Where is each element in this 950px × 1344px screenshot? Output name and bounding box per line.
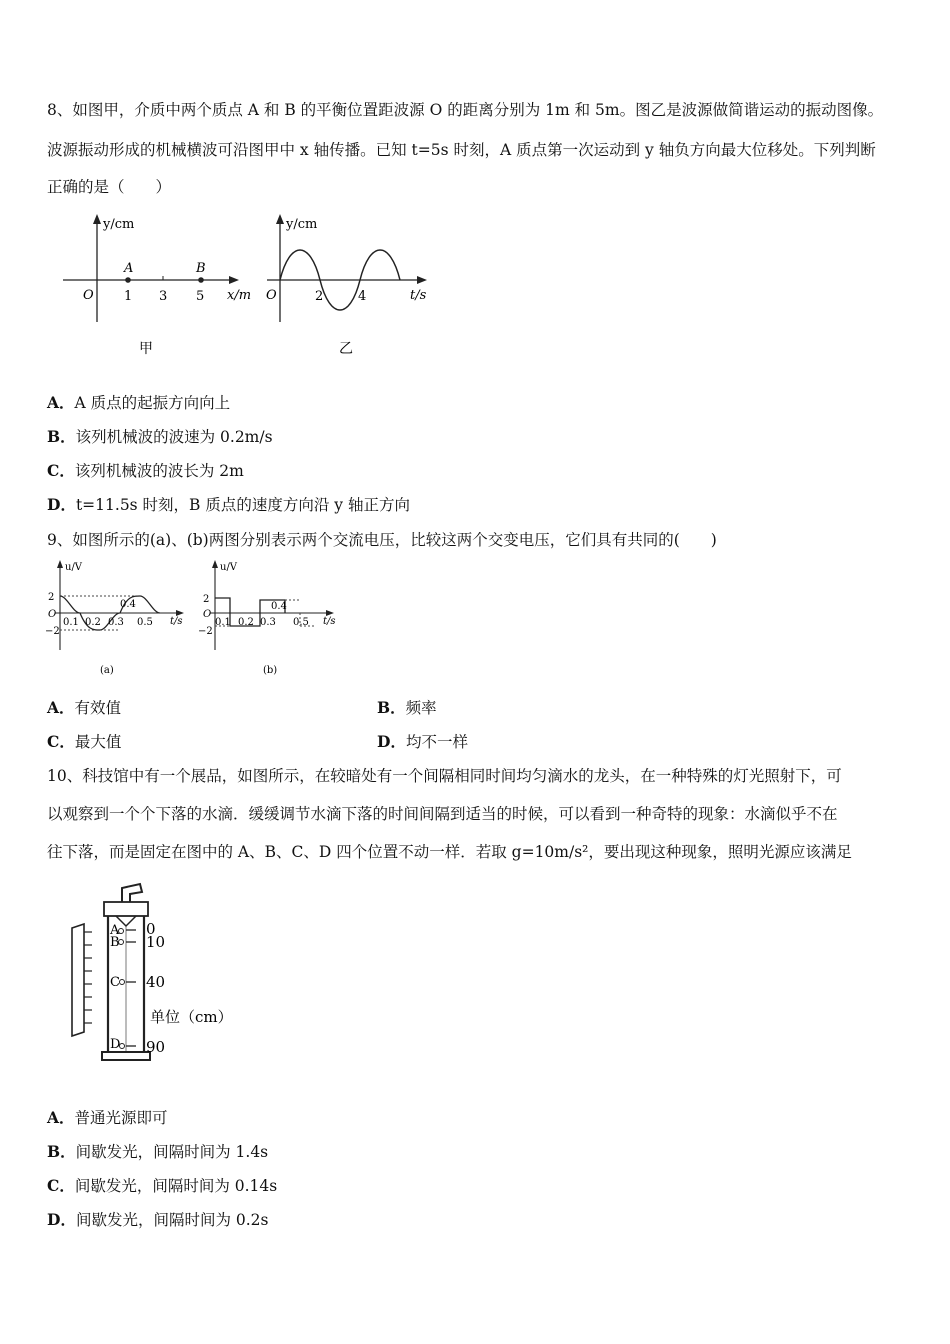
b-caption: (b) <box>263 665 278 676</box>
jia-tick-5: 5 <box>196 289 205 304</box>
q8-option-a-text: A 质点的起振方向向上 <box>74 394 231 412</box>
q9-option-c-letter: C． <box>47 732 75 751</box>
drop-label-c: C <box>110 975 120 990</box>
q9-option-d-text: 均不一样 <box>405 733 468 751</box>
jia-point-a: A <box>124 261 134 276</box>
q8-stem-line-2: 波源振动形成的机械横波可沿图甲中 x 轴传播。已知 t=5s 时刻，A 质点第一次运动到 y 轴负方向最大位移处。下列判断 <box>47 141 876 159</box>
q10-stem-line-2: 以观察到一个个下落的水滴．缓缓调节水滴下落的时间间隔到适当的时候，可以看到一种奇特的现象：水滴似乎不在 <box>47 805 838 823</box>
b-tick-0.2: 0.2 <box>238 617 254 628</box>
jia-caption: 甲 <box>139 341 153 357</box>
q10-option-a-text: 普通光源即可 <box>74 1109 168 1127</box>
yi-tick-2: 2 <box>315 289 324 304</box>
q10-figure <box>50 870 250 1075</box>
q9-option-d-letter: D． <box>377 732 406 751</box>
yi-origin: O <box>266 288 277 303</box>
q9-figure-b <box>198 560 336 676</box>
q9-option-b-letter: B． <box>377 698 406 717</box>
scale-40: 40 <box>146 973 166 991</box>
q9-figure-a <box>45 560 184 676</box>
a-origin: O <box>48 609 57 620</box>
q8-option-d-letter: D． <box>47 495 76 514</box>
q8-option-d[interactable] <box>47 495 410 515</box>
a-tick-0.1: 0.1 <box>63 617 79 628</box>
q10-option-c-letter: C． <box>47 1176 75 1195</box>
q10-option-d-text: 间歇发光，间隔时间为 0.2s <box>75 1211 269 1229</box>
a-ypos: 2 <box>48 592 55 603</box>
drop-label-b: B <box>110 935 120 950</box>
q8-option-b[interactable] <box>47 427 273 447</box>
q10-stem-line-1: 10、科技馆中有一个展品，如图所示，在较暗处有一个间隔相同时间均匀滴水的龙头，在一种特殊的灯光照射下，可 <box>47 767 842 785</box>
q8-option-a-letter: A． <box>47 393 75 412</box>
jia-point-b: B <box>196 261 206 276</box>
q9-figures <box>45 558 345 680</box>
q8-option-b-text: 该列机械波的波速为 0.2m/s <box>75 428 273 446</box>
jia-xlabel: x/m <box>227 288 252 303</box>
a-tick-0.4: 0.4 <box>120 599 136 610</box>
tube-base <box>102 1052 150 1060</box>
b-yneg: −2 <box>198 626 213 637</box>
q10-option-b-letter: B． <box>47 1142 76 1161</box>
yi-xlabel: t/s <box>410 288 427 303</box>
q10-option-d[interactable] <box>47 1210 269 1230</box>
q10-option-b[interactable] <box>47 1142 268 1162</box>
q10-stem-line-3: 往下落，而是固定在图中的 A、B、C、D 四个位置不动一样．若取 g=10m/s²，要出现这种现象，照明光源应该满足 <box>47 843 852 861</box>
b-ylabel: u/V <box>220 562 238 573</box>
q8-stem-line-3: 正确的是（ ） <box>47 178 172 196</box>
drop-label-a: A <box>110 923 120 938</box>
scale-90: 90 <box>146 1038 166 1056</box>
a-tick-0.3: 0.3 <box>108 617 124 628</box>
faucet-base <box>104 902 148 916</box>
b-tick-0.5: 0.5 <box>293 617 309 628</box>
unit-label: 单位（cm） <box>150 1008 233 1026</box>
q8-figure-jia <box>63 214 251 357</box>
q10-option-c[interactable] <box>47 1176 277 1196</box>
q8-stem-line-1: 8、如图甲，介质中两个质点 A 和 B 的平衡位置距波源 O 的距离分别为 1m 和 5m。图乙是波源做简谐运动的振动图像。 <box>47 101 884 119</box>
q8-option-b-letter: B． <box>47 427 76 446</box>
q8-option-c-letter: C． <box>47 461 75 480</box>
q9-option-d[interactable] <box>377 732 468 752</box>
q9-option-a-letter: A． <box>47 698 75 717</box>
jia-origin: O <box>83 288 94 303</box>
q8-option-d-text: t=11.5s 时刻，B 质点的速度方向沿 y 轴正方向 <box>75 496 410 514</box>
yi-caption: 乙 <box>339 341 353 357</box>
b-origin: O <box>203 609 212 620</box>
jia-ylabel: y/cm <box>103 217 135 232</box>
q8-figure-yi <box>266 214 427 357</box>
drop-label-d: D <box>110 1037 121 1052</box>
q10-option-b-text: 间歇发光，间隔时间为 1.4s <box>75 1143 269 1161</box>
a-ylabel: u/V <box>65 562 83 573</box>
q9-option-c-text: 最大值 <box>74 733 122 751</box>
scale-10: 10 <box>146 933 166 951</box>
jia-tick-3: 3 <box>159 289 168 304</box>
q10-option-a[interactable] <box>47 1108 168 1128</box>
b-tick-0.4: 0.4 <box>271 601 287 612</box>
q10-option-a-letter: A． <box>47 1108 75 1127</box>
a-xlabel: t/s <box>170 616 183 627</box>
scale-0: 0 <box>146 920 156 938</box>
q10-option-d-letter: D． <box>47 1210 76 1229</box>
q9-option-a-text: 有效值 <box>74 699 122 717</box>
yi-tick-4: 4 <box>358 289 367 304</box>
a-tick-0.2: 0.2 <box>85 617 101 628</box>
yi-ylabel: y/cm <box>286 217 318 232</box>
b-tick-0.3: 0.3 <box>260 617 276 628</box>
q9-option-a[interactable] <box>47 698 121 718</box>
jia-tick-1: 1 <box>124 289 133 304</box>
a-tick-0.5: 0.5 <box>137 617 153 628</box>
q8-option-a[interactable] <box>47 393 230 413</box>
q8-option-c[interactable] <box>47 461 244 481</box>
a-caption: (a) <box>100 665 114 676</box>
b-ypos: 2 <box>203 594 210 605</box>
side-panel <box>72 924 84 1036</box>
q10-option-c-text: 间歇发光，间隔时间为 0.14s <box>74 1177 278 1195</box>
q9-option-b-text: 频率 <box>405 699 437 717</box>
q9-option-b[interactable] <box>377 698 437 718</box>
a-yneg: −2 <box>45 626 60 637</box>
q8-option-c-text: 该列机械波的波长为 2m <box>74 462 244 480</box>
q8-figures <box>55 210 445 370</box>
q9-option-c[interactable] <box>47 732 121 752</box>
b-xlabel: t/s <box>323 616 336 627</box>
b-tick-0.1: 0.1 <box>215 617 231 628</box>
q9-stem: 9、如图所示的(a)、(b)两图分别表示两个交流电压，比较这两个交变电压，它们具有共同的( ) <box>47 531 717 549</box>
